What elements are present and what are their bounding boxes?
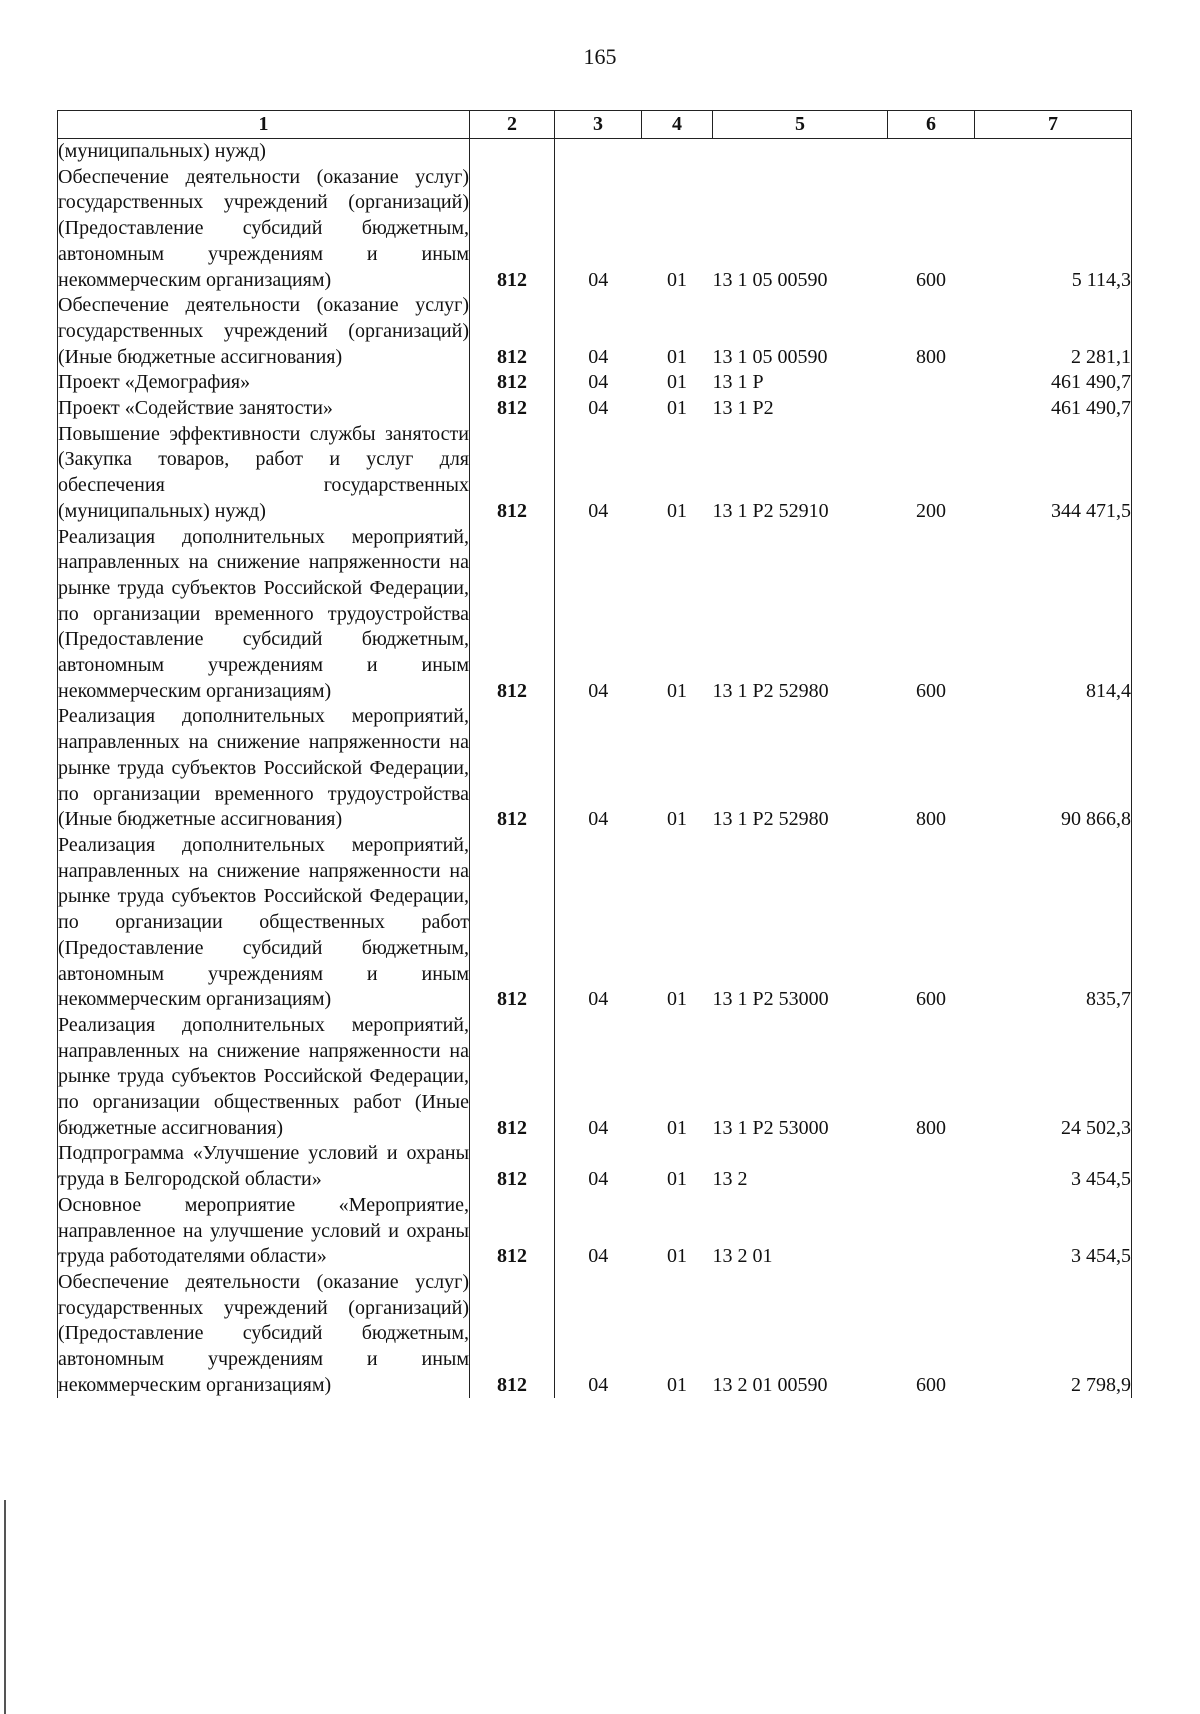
row-subsection-code: 01 xyxy=(667,1168,687,1191)
page-number: 165 xyxy=(583,44,617,69)
row-amount: 90 866,8 xyxy=(975,704,1132,833)
row-target-article: 13 1 P xyxy=(712,371,764,394)
budget-table xyxy=(57,110,1132,1398)
row-admin-code: 812 xyxy=(470,370,555,396)
row-target-article: 13 2 01 xyxy=(712,1245,773,1268)
header-col-3: 3 xyxy=(555,111,642,139)
row-description: (муниципальных) нужд) xyxy=(58,139,470,165)
row-amount: 461 490,7 xyxy=(975,396,1132,422)
table-row xyxy=(58,1013,1132,1142)
row-description: Реализация дополнительных мероприятий, направленных на снижение напряженности на рынке труда субъектов Российской Федерации, по организации общественных работ (Предоставление субсидий бюджетным, автономным учреждениям и иным некоммерческим организациям) xyxy=(58,833,470,1013)
row-subsection-code: 01 xyxy=(667,1373,687,1396)
row-amount: 344 471,5 xyxy=(975,422,1132,525)
row-expense-type: 200 xyxy=(916,499,946,522)
row-amount: 461 490,7 xyxy=(975,370,1132,396)
row-admin-code: 812 xyxy=(470,396,555,422)
table-row xyxy=(58,833,1132,1013)
row-subsection-code: 01 xyxy=(667,808,687,831)
row-section-code: 04 xyxy=(588,397,609,420)
row-section-code xyxy=(555,139,642,165)
row-subsection-code xyxy=(642,139,713,165)
row-description: Реализация дополнительных мероприятий, направленных на снижение напряженности на рынке труда субъектов Российской Федерации, по организации временного трудоустройства (Иные бюджетные ассигнования) xyxy=(58,704,470,833)
row-description: Обеспечение деятельности (оказание услуг) государственных учреждений (организаций) (Предоставление субсидий бюджетным, автономным учреждениям и иным некоммерческим организациям) xyxy=(58,165,470,294)
table-row xyxy=(58,396,1132,422)
scan-edge-line xyxy=(4,1500,6,1714)
header-col-4: 4 xyxy=(642,111,713,139)
row-section-code: 04 xyxy=(588,345,609,368)
row-amount: 2 798,9 xyxy=(975,1270,1132,1399)
row-subsection-code: 01 xyxy=(667,1116,687,1139)
row-description: Подпрограмма «Улучшение условий и охраны труда в Белгородской области» xyxy=(58,1141,470,1192)
row-section-code: 04 xyxy=(588,808,609,831)
header-col-1: 1 xyxy=(58,111,470,139)
row-target-article: 13 1 P2 xyxy=(712,397,774,420)
table-row xyxy=(58,1270,1132,1399)
row-expense-type: 800 xyxy=(916,808,946,831)
row-description: Реализация дополнительных мероприятий, направленных на снижение напряженности на рынке труда субъектов Российской Федерации, по организации временного трудоустройства (Предоставление субсидий бюджетным, автономным учреждениям и иным некоммерческим организациям) xyxy=(58,525,470,705)
table-row xyxy=(58,293,1132,370)
header-col-6: 6 xyxy=(888,111,975,139)
row-subsection-code: 01 xyxy=(667,1245,687,1268)
table-header xyxy=(58,111,1132,139)
row-target-article: 13 2 01 00590 xyxy=(712,1373,828,1396)
row-expense-type: 600 xyxy=(916,988,946,1011)
row-description: Проект «Содействие занятости» xyxy=(58,396,470,422)
row-amount xyxy=(975,139,1132,165)
row-target-article: 13 1 P2 52980 xyxy=(712,679,829,702)
row-subsection-code: 01 xyxy=(667,988,687,1011)
row-target-article xyxy=(713,139,888,165)
row-section-code: 04 xyxy=(588,1245,609,1268)
header-row xyxy=(58,111,1132,139)
row-admin-code: 812 xyxy=(470,293,555,370)
table-row xyxy=(58,370,1132,396)
row-subsection-code: 01 xyxy=(667,679,687,702)
row-target-article: 13 2 xyxy=(712,1168,748,1191)
row-admin-code: 812 xyxy=(470,1013,555,1142)
row-subsection-code: 01 xyxy=(667,371,687,394)
table-row xyxy=(58,165,1132,294)
row-expense-type: 800 xyxy=(916,1116,946,1139)
row-admin-code: 812 xyxy=(470,833,555,1013)
header-col-5: 5 xyxy=(713,111,888,139)
row-amount: 3 454,5 xyxy=(975,1141,1132,1192)
row-expense-type: 600 xyxy=(916,1373,946,1396)
row-expense-type: 600 xyxy=(916,268,946,291)
row-admin-code: 812 xyxy=(470,704,555,833)
row-admin-code xyxy=(470,139,555,165)
row-admin-code: 812 xyxy=(470,1141,555,1192)
row-amount: 835,7 xyxy=(975,833,1132,1013)
row-expense-type xyxy=(888,1193,975,1270)
row-admin-code: 812 xyxy=(470,422,555,525)
row-subsection-code: 01 xyxy=(667,499,687,522)
row-expense-type xyxy=(888,1141,975,1192)
row-target-article: 13 1 P2 52910 xyxy=(712,499,829,522)
row-description: Основное мероприятие «Мероприятие, направленное на улучшение условий и охраны труда работодателями области» xyxy=(58,1193,470,1270)
row-amount: 814,4 xyxy=(975,525,1132,705)
row-amount: 2 281,1 xyxy=(975,293,1132,370)
row-section-code: 04 xyxy=(588,371,609,394)
row-description: Обеспечение деятельности (оказание услуг) государственных учреждений (организаций) (Иные бюджетные ассигнования) xyxy=(58,293,470,370)
table-row xyxy=(58,704,1132,833)
row-expense-type xyxy=(888,370,975,396)
row-section-code: 04 xyxy=(588,268,609,291)
table-row xyxy=(58,1193,1132,1270)
header-col-2: 2 xyxy=(470,111,555,139)
row-section-code: 04 xyxy=(588,499,609,522)
row-subsection-code: 01 xyxy=(667,268,687,291)
row-subsection-code: 01 xyxy=(667,397,687,420)
row-target-article: 13 1 05 00590 xyxy=(712,345,828,368)
row-admin-code: 812 xyxy=(470,525,555,705)
row-description: Проект «Демография» xyxy=(58,370,470,396)
row-section-code: 04 xyxy=(588,1373,609,1396)
row-expense-type xyxy=(888,396,975,422)
row-target-article: 13 1 P2 53000 xyxy=(712,988,829,1011)
row-section-code: 04 xyxy=(588,988,609,1011)
row-expense-type: 800 xyxy=(916,345,946,368)
row-section-code: 04 xyxy=(588,679,609,702)
row-admin-code: 812 xyxy=(470,1193,555,1270)
row-description: Реализация дополнительных мероприятий, направленных на снижение напряженности на рынке труда субъектов Российской Федерации, по организации общественных работ (Иные бюджетные ассигнования) xyxy=(58,1013,470,1142)
row-subsection-code: 01 xyxy=(667,345,687,368)
row-amount: 24 502,3 xyxy=(975,1013,1132,1142)
row-description: Обеспечение деятельности (оказание услуг) государственных учреждений (организаций) (Предоставление субсидий бюджетным, автономным учреждениям и иным некоммерческим организациям) xyxy=(58,1270,470,1399)
row-target-article: 13 1 P2 52980 xyxy=(712,808,829,831)
row-target-article: 13 1 05 00590 xyxy=(712,268,828,291)
table-row xyxy=(58,1141,1132,1192)
row-admin-code: 812 xyxy=(470,1270,555,1399)
row-description: Повышение эффективности службы занятости (Закупка товаров, работ и услуг для обеспечения государственных (муниципальных) нужд) xyxy=(58,422,470,525)
header-col-7: 7 xyxy=(975,111,1132,139)
row-expense-type xyxy=(888,139,975,165)
table-row xyxy=(58,139,1132,165)
row-section-code: 04 xyxy=(588,1168,609,1191)
table-body xyxy=(58,139,1132,1399)
row-expense-type: 600 xyxy=(916,679,946,702)
row-admin-code: 812 xyxy=(470,165,555,294)
row-amount: 3 454,5 xyxy=(975,1193,1132,1270)
row-target-article: 13 1 P2 53000 xyxy=(712,1116,829,1139)
table-row xyxy=(58,422,1132,525)
table-row xyxy=(58,525,1132,705)
row-section-code: 04 xyxy=(588,1116,609,1139)
row-amount: 5 114,3 xyxy=(975,165,1132,294)
